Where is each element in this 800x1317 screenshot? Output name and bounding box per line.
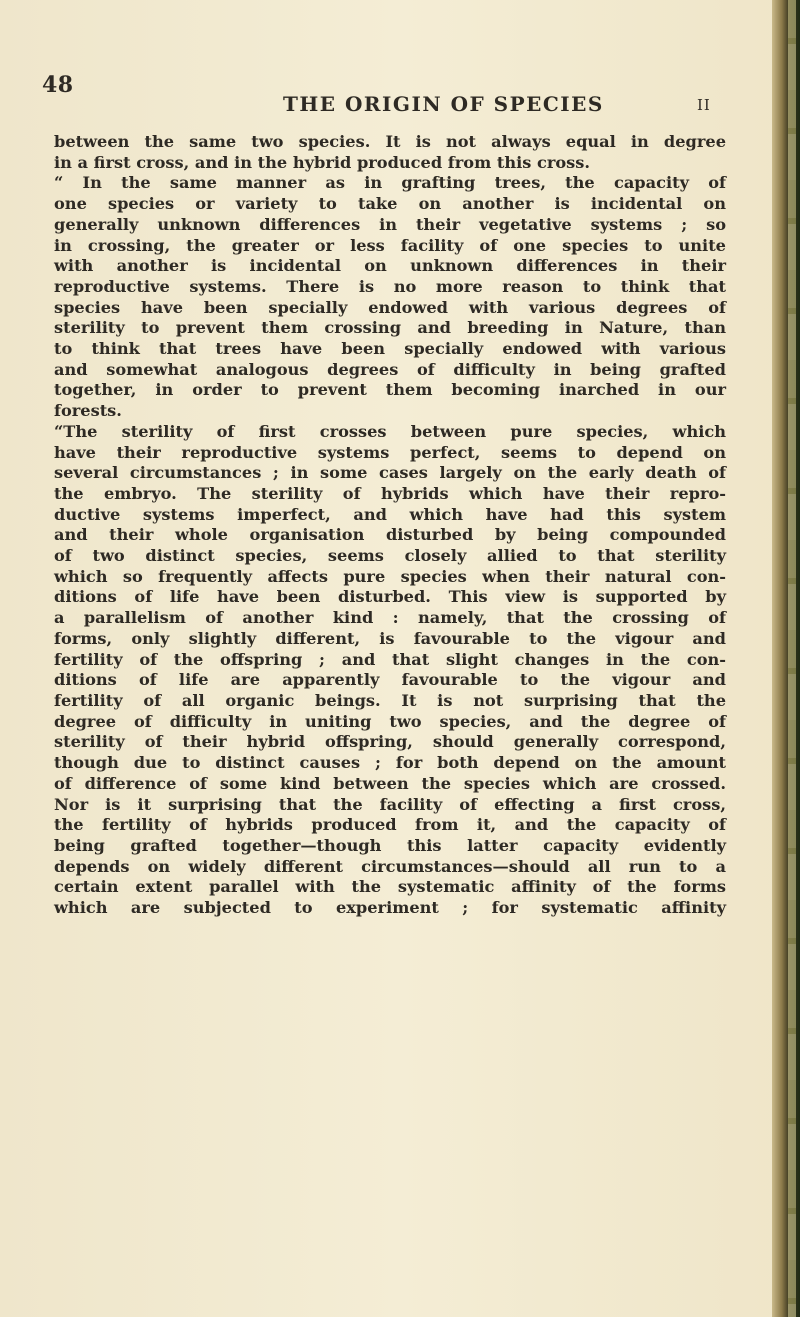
text-line: forests. <box>54 401 122 421</box>
chapter-number: II <box>697 96 711 114</box>
text-line: “The sterility of first crosses between pure species, which <box>54 421 726 441</box>
text-line: fertility of the offspring ; and that slight changes in the con- <box>54 649 726 669</box>
text-line: depends on widely different circumstances—should all run to a <box>54 856 726 876</box>
text-line: of two distinct species, seems closely allied to that sterility <box>54 546 726 566</box>
text-line: in a first cross, and in the hybrid produced from this cross. <box>54 152 591 172</box>
text-line: degree of difficulty in uniting two species, and the degree of <box>54 711 726 731</box>
text-line: species have been specially endowed with various degrees of <box>54 297 726 317</box>
text-line: which are subjected to experiment ; for systematic affinity <box>54 898 726 918</box>
text-line: which so frequently affects pure species when their natural con- <box>54 566 726 586</box>
page-edge-strip <box>788 0 796 1317</box>
text-line: Nor is it surprising that the facility of effecting a first cross, <box>54 794 726 814</box>
text-line: have their reproductive systems perfect, seems to depend on <box>54 442 726 462</box>
text-line: fertility of all organic beings. It is not surprising that the <box>54 690 726 710</box>
text-line: sterility of their hybrid offspring, should generally correspond, <box>54 732 726 752</box>
text-line: a parallelism of another kind : namely, that the crossing of <box>54 608 726 628</box>
text-line: and somewhat analogous degrees of difficulty in being grafted <box>54 359 726 379</box>
page-number: 48 <box>42 72 74 98</box>
text-line: and their whole organisation disturbed by being compounded <box>54 525 726 545</box>
text-line: the embryo. The sterility of hybrids which have their repro- <box>54 483 726 503</box>
text-line: together, in order to prevent them becoming inarched in our <box>54 380 726 400</box>
text-line: between the same two species. It is not always equal in degree <box>54 132 726 151</box>
text-line: sterility to prevent them crossing and breeding in Nature, than <box>54 318 726 338</box>
text-line: certain extent parallel with the systematic affinity of the forms <box>54 877 726 897</box>
text-line: with another is incidental on unknown differences in their <box>54 256 726 276</box>
body-text <box>54 132 726 919</box>
text-line: ductive systems imperfect, and which have had this system <box>54 504 726 524</box>
text-line: of difference of some kind between the species which are crossed. <box>54 773 726 793</box>
text-line: reproductive systems. There is no more reason to think that <box>54 276 726 296</box>
text-line: ditions of life have been disturbed. This view is supported by <box>54 587 726 607</box>
text-line: “ In the same manner as in grafting trees, the capacity of <box>54 173 726 193</box>
text-line: one species or variety to take on another is incidental on <box>54 194 726 214</box>
text-line: though due to distinct causes ; for both depend on the amount <box>54 753 726 773</box>
text-line: ditions of life are apparently favourable to the vigour and <box>54 670 726 690</box>
running-head: THE ORIGIN OF SPECIES <box>283 92 604 116</box>
text-line: in crossing, the greater or less facility of one species to unite <box>54 235 726 255</box>
text-line: the fertility of hybrids produced from it, and the capacity of <box>54 815 726 835</box>
text-line: forms, only slightly different, is favourable to the vigour and <box>54 628 726 648</box>
text-line: generally unknown differences in their vegetative systems ; so <box>54 214 726 234</box>
text-line: being grafted together—though this latter capacity evidently <box>54 835 726 855</box>
text-line: several circumstances ; in some cases largely on the early death of <box>54 463 726 483</box>
text-line: to think that trees have been specially endowed with various <box>54 339 726 359</box>
